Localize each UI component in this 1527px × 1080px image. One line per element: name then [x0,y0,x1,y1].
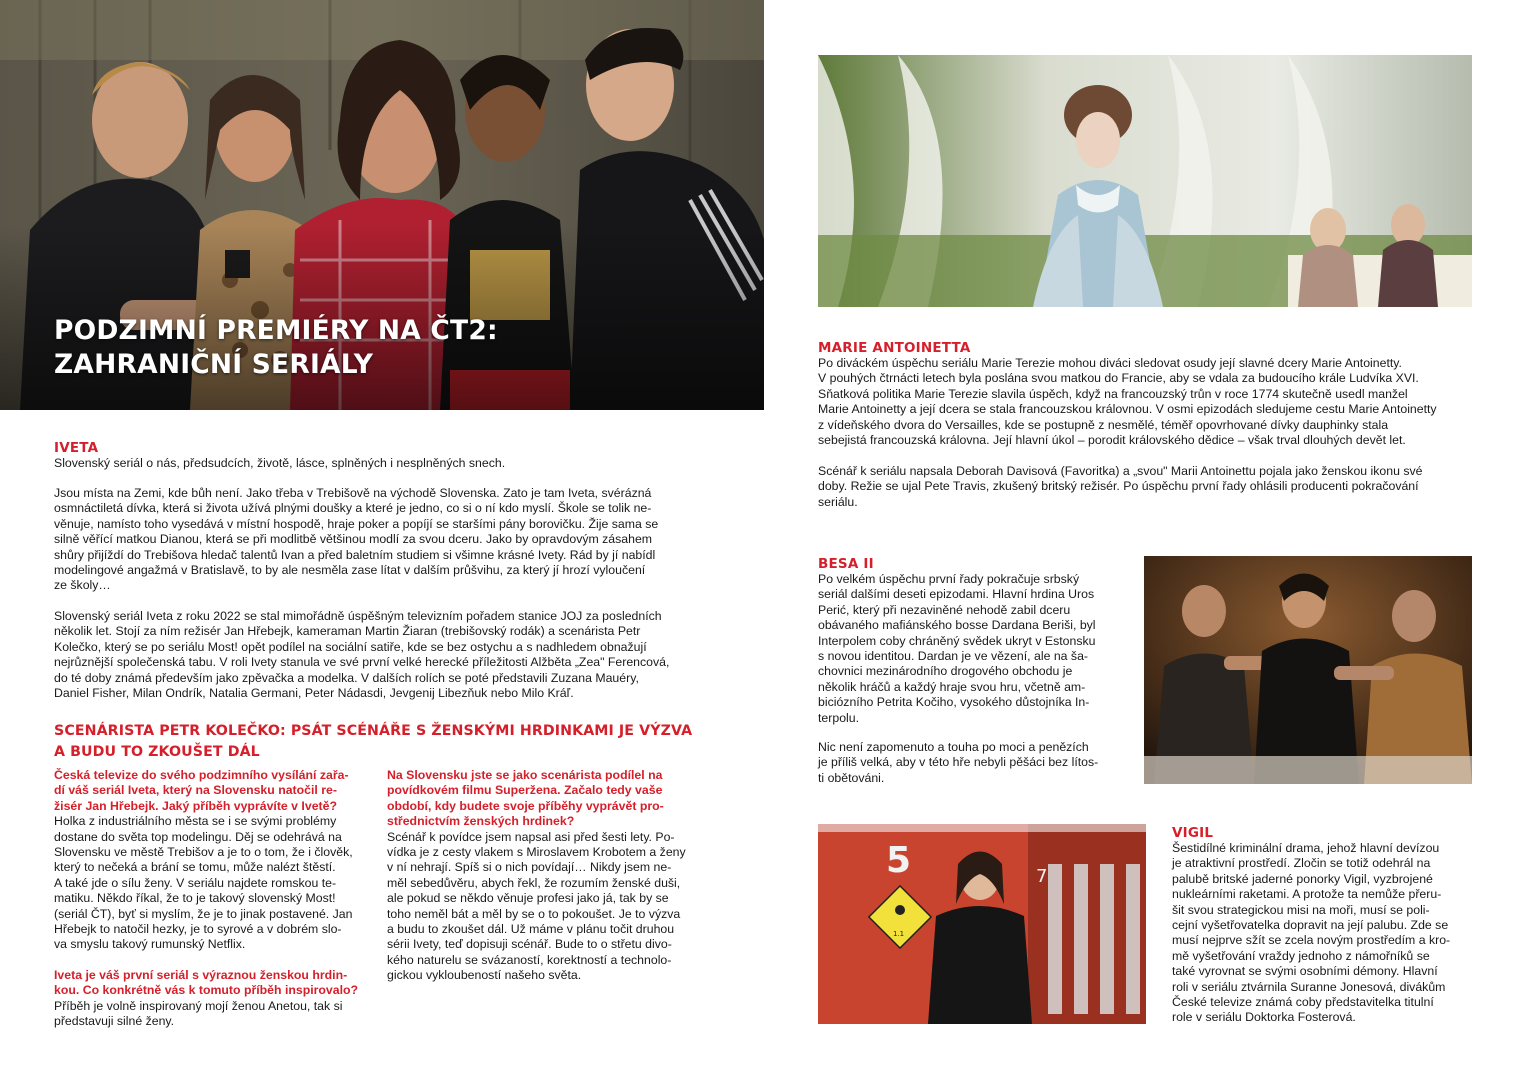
iveta-p1-line: modelingové angažmá v Bratislavě, to by ale nesměla zase lítat v dalším průšvihu, za který jí hrozí vyloučení [54,563,646,578]
answer-line: (seriál ČT), byť si myslím, že je to jinak postavené. Jan [54,906,353,921]
question-line: povídkovém filmu Superžena. Začalo tedy vaše [387,783,663,798]
answer-line: v ní nehrají. Spíš si o nich povídají… Nikdy jsem ne- [387,860,672,875]
besa-p1-line: chovnici mezinárodního drogového obchodu je [818,664,1073,679]
marie-p2-line: seriálu. [818,494,858,509]
vigil-line: palubě britské jaderné ponorky Vigil, vyzbrojené [1172,871,1433,886]
answer-line: Příběh je volně inspirovaný mojí ženou Anetou, tak si [54,998,343,1013]
vigil-line: cejní vyšetřovatelka dopravit na její palubu. Zde se [1172,918,1449,933]
besa-p2-line: ti obětováni. [818,770,885,785]
answer-line: Hřebejk to natočil hezky, je to syrové a v dobrém slo- [54,922,342,937]
iveta-p1-line: shůry přijíždí do Trebišova hledač talentů Ivan a před baletním studiem si všimne krásné Ivety. Rád by jí nabídl [54,547,656,562]
question-line: střednictvím ženských hrdinek? [387,814,575,829]
question-line: žisér Jan Hřebejk. Jaký příběh vyprávíte v Ivetě? [54,798,337,813]
besa-p1-line: s novou identitou. Dardan je ve vězení, ale na ša- [818,649,1089,664]
vigil-line: Šestidílné kriminální drama, jehož hlavní devízou [1172,841,1440,855]
iveta-subtitle: Slovenský seriál o nás, předsudcích, životě, lásce, splněných i nesplněných snech. [54,456,506,470]
answer-1 [54,814,376,953]
besa-p1-line: terpolu. [818,710,860,725]
sign-number: 7 [1036,866,1048,887]
answer-line: představuji silné ženy. [54,1014,175,1029]
besa-paragraph-2 [818,740,1130,786]
answer-line: gickou vykloubeností našeho světa. [387,968,582,983]
marie-p1-line: V pouhých čtrnácti letech byla poslána svou matkou do Francie, aby se vdala za budoucího krále Ludvíka XVI. [818,371,1419,386]
besa-p1-line: několik hráčů a každý hraje svou hru, včetně am- [818,679,1086,694]
answer-line: vídka je z cesty vlakem s Miroslavem Krobotem a ženy [387,845,686,860]
besa-paragraph-1 [818,572,1130,726]
marie-illustration [818,55,1472,307]
marie-heading: MARIE ANTOINETTA [818,340,971,356]
besa-p1-line: biciózního Petrita Kočiho, vysokého důstojníka In- [818,695,1090,710]
answer-line: sérii Ivety, teď dopisuji scénář. Bude to o střetu divo- [387,937,672,952]
iveta-p2-line: do té doby známá především jako zpěvačka a modelka. V dalších rolích se poté představili Zuzana Mauéry, [54,670,639,685]
answer-2 [54,999,376,1030]
interview-column-2 [387,768,712,984]
besa-p1-line: Po velkém úspěchu první řady pokračuje srbský [818,572,1080,586]
marie-paragraph-1 [818,356,1472,448]
besa-illustration [1144,556,1472,784]
iveta-heading: IVETA [54,440,99,456]
radiation-symbol-icon [895,905,905,915]
answer-line: který to nečeká a brání se tomu, může nalézt štěstí. [54,860,336,875]
iveta-p2-line: nejrůznější společenská tabu. V roli Ivety stanula ve své první velké herecké příležitosti Alžběta „Zea" Ferencová, [54,655,670,670]
vigil-line: České televize známá coby představitelka titulní [1172,995,1434,1010]
question-3 [387,768,712,830]
answer-line: Scénář k povídce jsem napsal asi před šesti lety. Po- [387,829,675,844]
marie-p2-line: Scénář k seriálu napsala Deborah Davisová (Favoritka) a „svou" Marii Antoinettu pojala jako ženskou ikonu své [818,464,1423,478]
iveta-p1-line: ze školy… [54,578,111,593]
vigil-line: roli v seriálu ztvárnila Suranne Jonesová, divákům [1172,979,1446,994]
iveta-p1-line: Jsou místa na Zemi, kde bůh není. Jako třeba v Trebišově na východě Slovenska. Zato je tam Iveta, svérázná [54,486,652,500]
hero-photo [0,0,764,410]
vigil-line: také vyrovnat se svými osobními démony. Hlavní [1172,964,1438,979]
hero-title-line-2: ZAHRANIČNÍ SERIÁLY [54,349,374,380]
question-line: Na Slovensku jste se jako scenárista podílel na [387,768,663,782]
answer-3 [387,830,712,984]
interview-heading-line-2: A BUDU TO ZKOUŠET DÁL [54,744,260,760]
marie-p1-line: Sňatková politika Marie Terezie slavila úspěch, když na francouzský trůn v roce 1774 skutečně usedl manžel [818,386,1408,401]
question-1 [54,768,376,814]
marie-p1-line: Marie Antoinetty a její dcera se stala francouzskou královnou. V osmi epizodách sledujeme cestu Marie Antoinetty [818,402,1437,417]
iveta-paragraph-2 [54,609,714,701]
question-line: kou. Co konkrétně vás k tomuto příběh inspirovalo? [54,983,359,998]
iveta-paragraph-1 [54,486,714,594]
marie-p1-line: sebejistá francouzská královna. Její hlavní úkol – porodit královského dědice – však trval dlouhých devět let. [818,433,1406,448]
answer-line: kého naturelu se svázaností, korektností a technolo- [387,952,672,967]
vigil-illustration [818,824,1146,1024]
answer-line: toho neměl bát a měl by se o to pokoušet. Je to výzva [387,906,681,921]
besa-p1-line: Perić, který při nezaviněné nehodě zabil dceru [818,602,1071,617]
besa-p1-line: Interpolem coby chráněný svědek ukryt v Estonsku [818,633,1096,648]
besa-p1-line: seriál dalšími deseti epizodami. Hlavní hrdina Uros [818,587,1095,602]
right-page [764,0,1527,1080]
iveta-p2-line: Daniel Fisher, Milan Ondrík, Natalia Germani, Peter Nádasdi, Jevgenij Libezňuk nebo Milo Kráľ. [54,686,574,701]
question-line: Česká televize do svého podzimního vysílání zařa- [54,768,349,782]
iveta-p2-line: Kolečko, který se po seriálu Most! opět podílel na sociální satiře, kde se bez ostychu a s nadhledem obnažují [54,639,647,654]
marie-paragraph-2 [818,464,1472,510]
iveta-p1-line: věnuje, namísto toho vysedává v místní hospodě, hraje poker a popíjí se staršími pány borovičku. Žije sama se [54,516,659,531]
question-2 [54,968,376,999]
answer-line: A také jde o sílu ženy. V seriálu najdete romskou te- [54,875,337,890]
marie-p1-line: Po diváckém úspěchu seriálu Marie Terezie mohou diváci sledovat osudy její slavné dcery Marie Antoinetty. [818,356,1402,370]
answer-line: ale pokud se někdo věnuje profesi jako já, tak by se [387,891,669,906]
interview-heading-line-1: SCENÁRISTA PETR KOLEČKO: PSÁT SCÉNÁŘE S ŽENSKÝMI HRDINKAMI JE VÝZVA [54,723,693,739]
besa-p1-line: obávaného mafiánského bosse Dardana Beriši, byl [818,618,1096,633]
answer-line: měl sebedůvěru, abych řekl, že rozumím ženské duši, [387,875,681,890]
question-line: Iveta je váš první seriál s výraznou ženskou hrdin- [54,967,348,982]
marie-p2-line: doby. Režie se ujal Pete Travis, zkušený britský režisér. Po úspěchu první řady ohlásili producenti pokračování [818,479,1419,494]
interview-column-1 [54,768,376,1030]
answer-line: matiku. Někdo říkal, že to je takový slovenský Most! [54,891,336,906]
vigil-line: šit svou strategickou misi na moři, musí se poli- [1172,902,1430,917]
answer-line: Holka z industriálního města se i se svými problémy [54,814,337,829]
besa-heading: BESA II [818,556,874,572]
marie-p1-line: z vídeňského dvora do Versailles, kde se postupně z nesmělé, téměř opovrhované dívky dauphinky stala [818,417,1389,432]
marie-antoinetta-photo [818,55,1472,307]
interview-heading [54,721,734,763]
question-line: dí váš seriál Iveta, který na Slovensku natočil re- [54,783,337,798]
vigil-line: mě vyšetřování vraždy jednoho z námořníků se [1172,948,1430,963]
answer-line: va smyslu takový rumunský Netflix. [54,937,246,952]
answer-line: dostane do světa top modelingu. Děj se odehrává na [54,829,342,844]
vigil-photo [818,824,1146,1024]
iveta-p1-line: osmnáctiletá dívka, která si života užívá plnými doušky a které je jedno, co si o ní kdo myslí. Škole se tolik ne- [54,501,652,516]
door-number: 5 [886,840,912,881]
besa-photo [1144,556,1472,784]
vigil-heading: VIGIL [1172,825,1214,841]
iveta-p2-line: Slovenský seriál Iveta z roku 2022 se stal mimořádně úspěšným televizním pořadem stanice JOJ za posledních [54,609,662,623]
iveta-p1-line: silně věřící matkou Dianou, která se při modlitbě většinou modlí za svou dceru. Jako by opravdovým zásahem [54,532,653,547]
vigil-paragraph [1172,841,1472,1026]
vigil-line: je atraktivní prostředí. Zločin se totiž odehrál na [1172,856,1431,871]
hazard-code: 1.1 [893,930,905,938]
besa-p2-line: Nic není zapomenuto a touha po moci a penězích [818,740,1089,754]
answer-line: a budu to zkoušet dál. Už máme v plánu točit druhou [387,922,675,937]
vigil-line: role v seriálu Doktorka Fosterová. [1172,1010,1356,1025]
vigil-line: nukleárními raketami. A protože ta nemůže přeru- [1172,887,1442,902]
besa-p2-line: je příliš velká, aby v této hře nebyli pěšáci bez lítos- [818,755,1099,770]
vigil-line: musí nejprve sžít se zcela novým prostředím a kro- [1172,933,1451,948]
answer-line: Slovensku ve městě Trebišov a je to o tom, že i člověk, [54,845,353,860]
iveta-p2-line: několik let. Stojí za ním režisér Jan Hřebejk, kameraman Martin Žiaran (trebišovský rodák) a scenárista Petr [54,624,641,639]
hero-title-line-1: PODZIMNÍ PREMIÉRY NA ČT2: [54,315,498,346]
hero-title [54,314,498,382]
question-line: období, kdy budete svoje příběhy vyprávět pro- [387,798,664,813]
